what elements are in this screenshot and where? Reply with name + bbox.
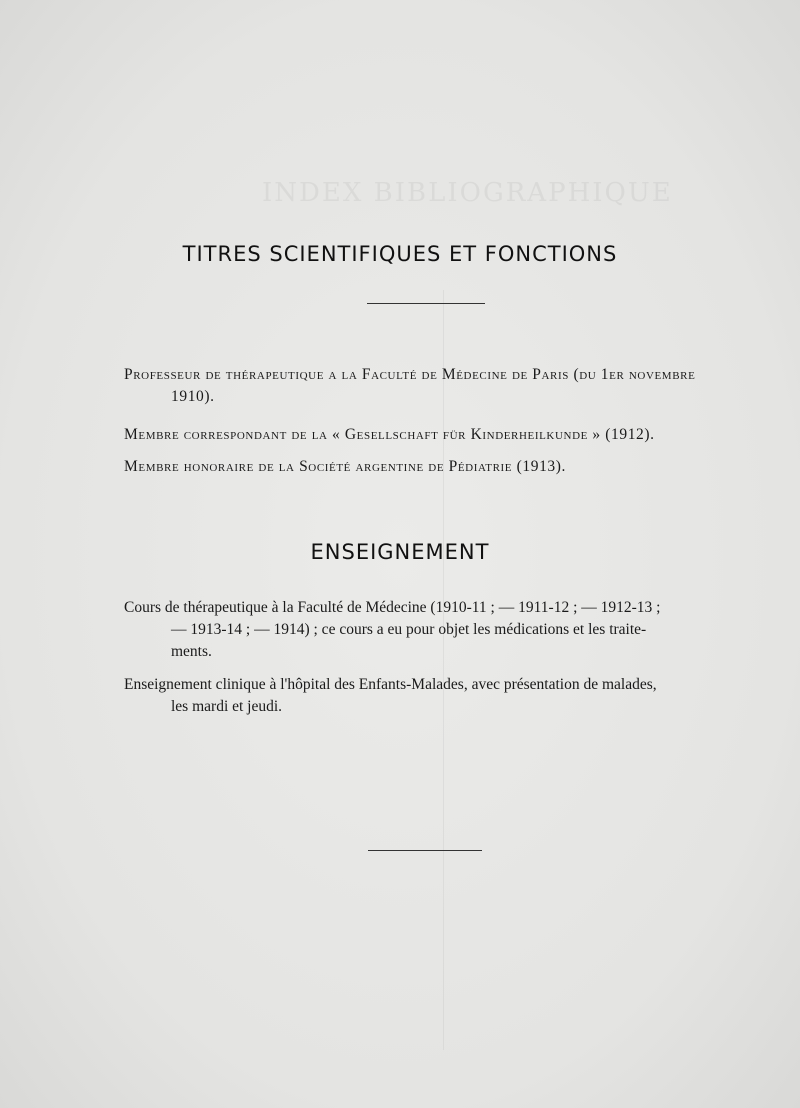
enseignement-heading: ENSEIGNEMENT: [310, 540, 490, 564]
titres-heading: TITRES SCIENTIFIQUES ET FONCTIONS: [182, 242, 618, 266]
heading-rule: [367, 303, 485, 304]
entry-line: Enseignement clinique à l'hôpital des Enfants-Malades, avec présentation de malades,: [124, 676, 657, 693]
entry-line: Cours de thérapeutique à la Faculté de Médecine (1910-11 ; — 1911-12 ; — 1912-13 ;: [124, 599, 661, 616]
entry-line: Membre honoraire de la Société argentine de Pédiatrie (1913).: [124, 458, 567, 475]
enseignement-entry-cours: [124, 597, 748, 663]
closing-rule: [368, 850, 482, 851]
entry-continuation: les mardi et jeudi.: [171, 698, 283, 715]
enseignement-entry-clinique: [124, 674, 748, 718]
titre-entry-membre-correspondant: [124, 424, 748, 446]
show-through-text: INDEX BIBLIOGRAPHIQUE: [262, 178, 673, 208]
entry-continuation: — 1913-14 ; — 1914) ; ce cours a eu pour objet les médications et les traite-: [171, 621, 647, 638]
entry-line: Professeur de thérapeutique a la Faculté de Médecine de Paris (du 1er novembre: [124, 366, 696, 383]
entry-continuation: ments.: [171, 643, 212, 660]
entry-continuation: 1910).: [171, 388, 215, 405]
entry-line: Membre correspondant de la « Gesellschaft für Kinderheilkunde » (1912).: [124, 426, 655, 443]
titre-entry-professeur: [124, 364, 748, 408]
titre-entry-membre-honoraire: [124, 456, 748, 478]
